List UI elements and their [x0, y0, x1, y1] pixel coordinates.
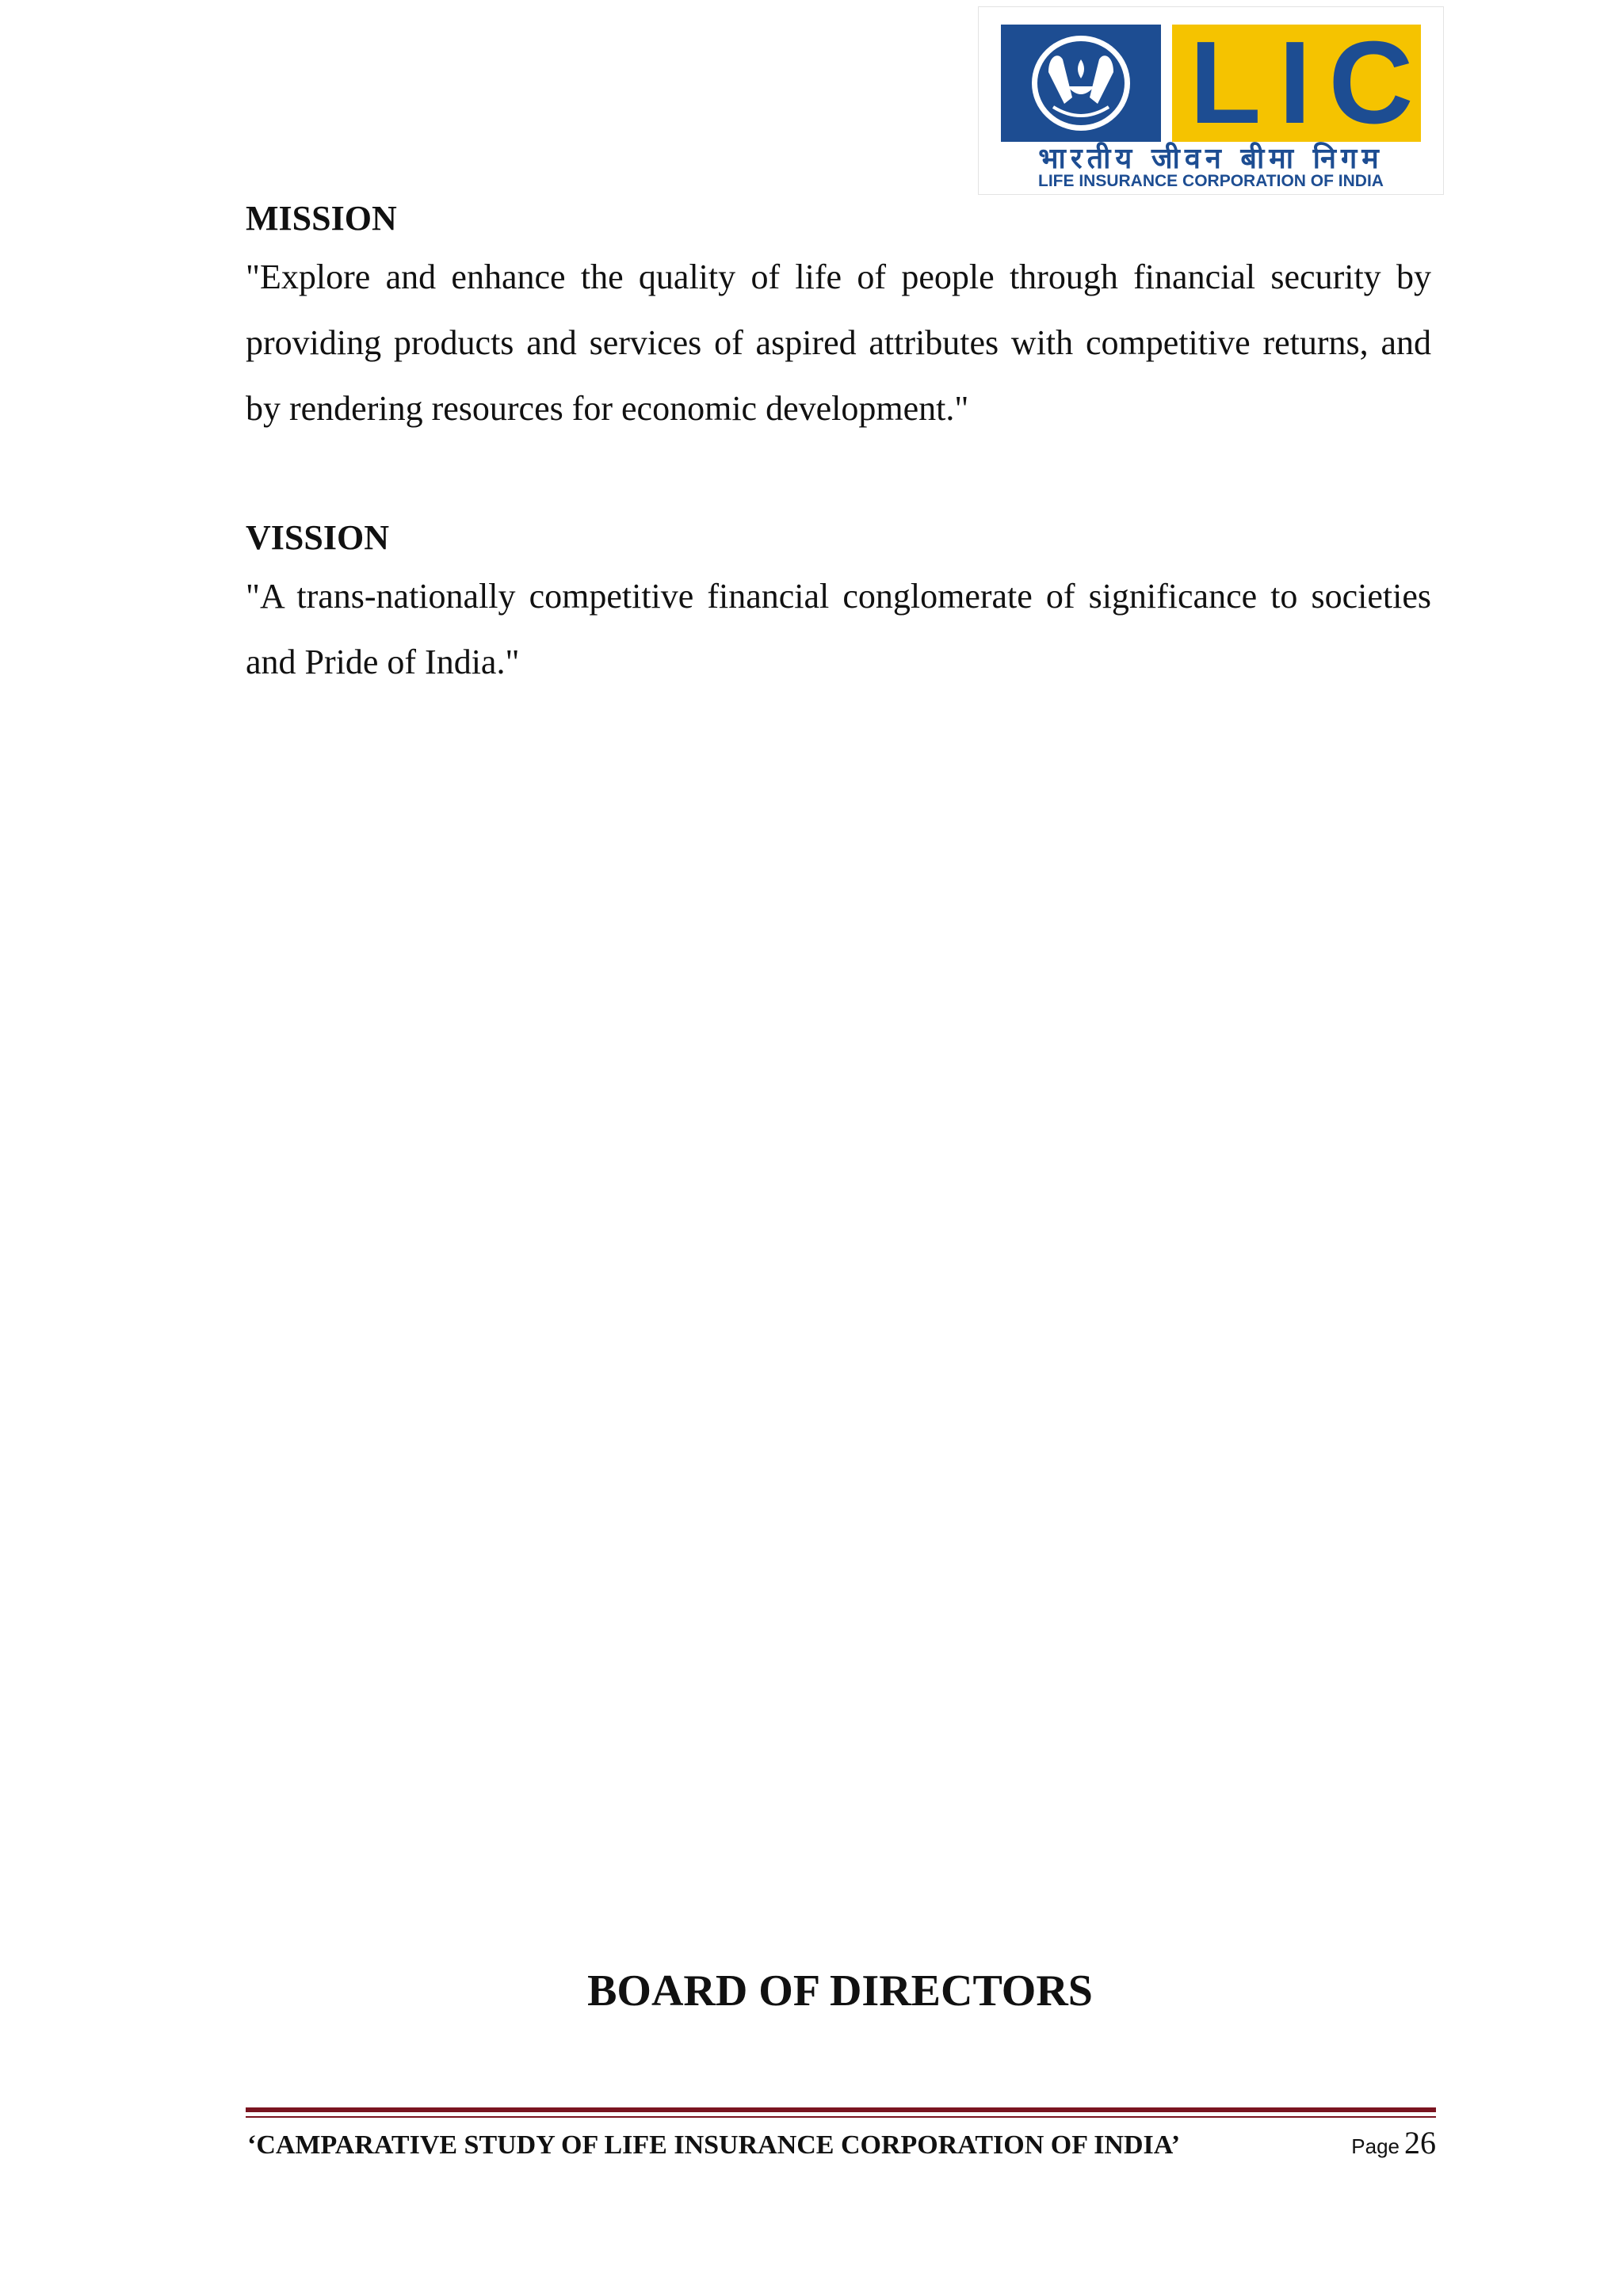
page-number: 26	[1404, 2125, 1436, 2161]
lic-emblem-icon	[1001, 25, 1161, 142]
footer-document-title: ‘CAMPARATIVE STUDY OF LIFE INSURANCE CORPORATION OF INDIA’	[247, 2130, 1181, 2160]
page-label: Page	[1351, 2134, 1400, 2158]
lic-english-name: LIFE INSURANCE CORPORATION OF INDIA	[1038, 172, 1384, 190]
footer-page-number	[1351, 2123, 1436, 2170]
lic-hindi-name: भारतीय जीवन बीमा निगम	[1038, 143, 1384, 175]
mission-statement: "Explore and enhance the quality of life of people through financial security by providing products and services of aspired attributes with competitive returns, and by rendering resources for economic development."	[246, 257, 1431, 428]
footer-divider-thick	[246, 2107, 1436, 2112]
vision-statement: "A trans-nationally competitive financial conglomerate of significance to societies and Pride of India."	[246, 577, 1431, 681]
footer-divider-thin	[246, 2116, 1436, 2118]
lic-logo-text: LIC	[1172, 25, 1421, 142]
vision-heading: VISSION	[246, 518, 389, 557]
lic-logo	[978, 6, 1444, 195]
board-of-directors-heading: BOARD OF DIRECTORS	[587, 1966, 1093, 2016]
mission-section	[246, 196, 1431, 441]
vision-section	[246, 516, 1431, 695]
mission-heading: MISSION	[246, 199, 397, 238]
